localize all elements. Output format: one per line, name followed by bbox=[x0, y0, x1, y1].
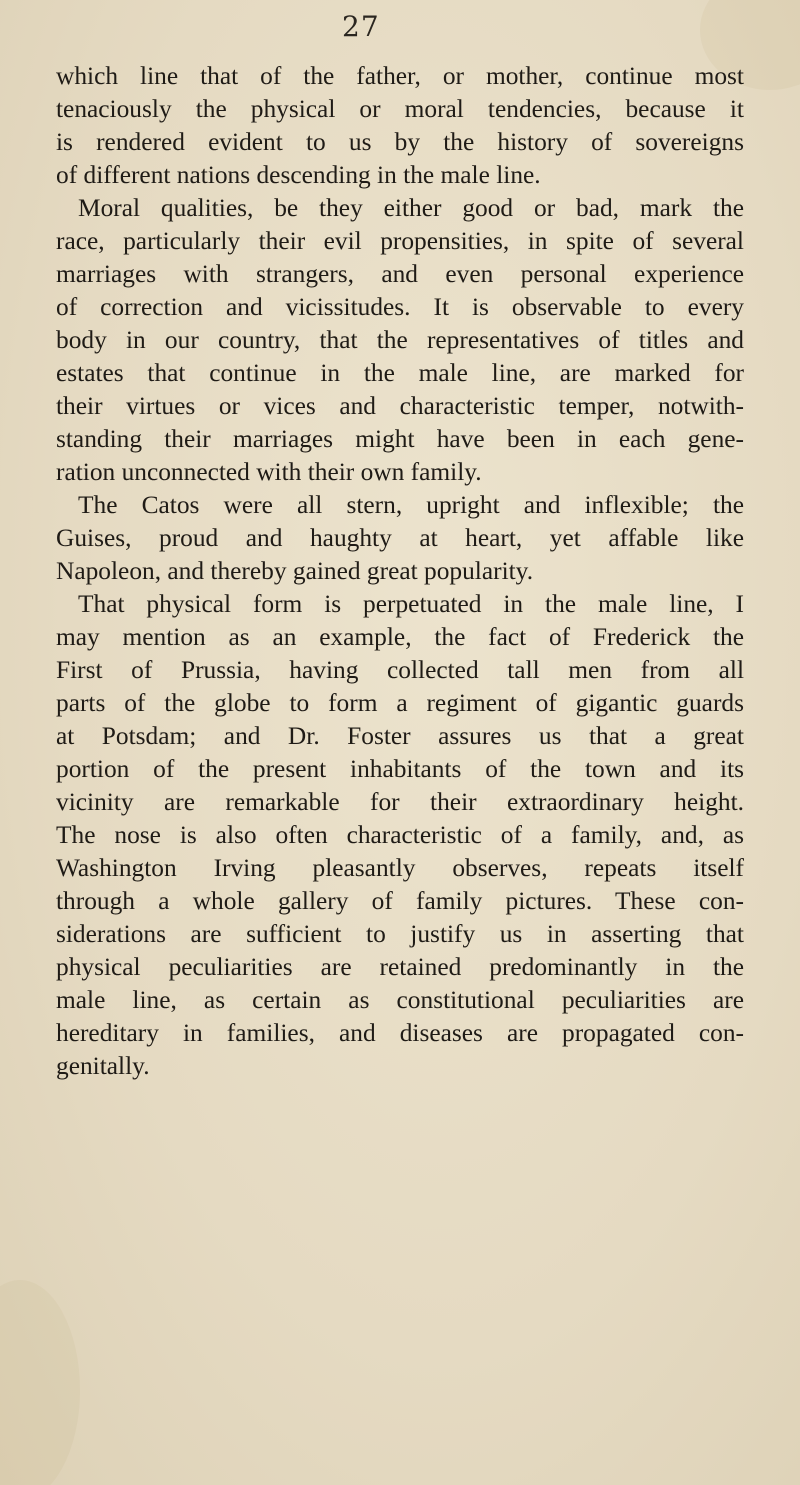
paragraph bbox=[56, 489, 744, 588]
text-line: body in our country, that the representatives of titles and bbox=[56, 326, 744, 354]
text-line: through a whole gallery of family pictures. These con- bbox=[56, 887, 744, 915]
text-line: vicinity are remarkable for their extraordinary height. bbox=[56, 788, 744, 816]
text-line: hereditary in families, and diseases are propagated con- bbox=[56, 1019, 744, 1047]
paragraph bbox=[56, 60, 744, 192]
text-line: ration unconnected with their own family. bbox=[56, 458, 482, 486]
text-line: may mention as an example, the fact of Frederick the bbox=[56, 623, 744, 651]
text-line: parts of the globe to form a regiment of gigantic guards bbox=[56, 689, 744, 717]
text-line: male line, as certain as constitutional peculiarities are bbox=[56, 986, 744, 1014]
text-line: standing their marriages might have been in each gene- bbox=[56, 425, 744, 453]
text-line: which line that of the father, or mother, continue most bbox=[56, 62, 744, 90]
text-line: estates that continue in the male line, are marked for bbox=[56, 359, 744, 387]
text-line: marriages with strangers, and even personal experience bbox=[56, 260, 744, 288]
paragraph bbox=[56, 192, 744, 489]
text-line: portion of the present inhabitants of the town and its bbox=[56, 755, 744, 783]
text-line: genitally. bbox=[56, 1052, 150, 1080]
text-line: at Potsdam; and Dr. Foster assures us that a great bbox=[56, 722, 744, 750]
paragraph bbox=[56, 588, 744, 1083]
text-line: The Catos were all stern, upright and inflexible; the bbox=[78, 491, 744, 519]
paper-stain bbox=[0, 1280, 80, 1485]
text-line: Moral qualities, be they either good or bad, mark the bbox=[78, 194, 744, 222]
body-text bbox=[56, 60, 744, 1083]
text-line: race, particularly their evil propensities, in spite of several bbox=[56, 227, 744, 255]
text-line: of correction and vicissitudes. It is observable to every bbox=[56, 293, 744, 321]
text-line: Washington Irving pleasantly observes, repeats itself bbox=[56, 854, 744, 882]
text-line: Guises, proud and haughty at heart, yet affable like bbox=[56, 524, 744, 552]
text-line: of different nations descending in the male line. bbox=[56, 161, 541, 189]
text-line: The nose is also often characteristic of a family, and, as bbox=[56, 821, 744, 849]
text-line: First of Prussia, having collected tall men from all bbox=[56, 656, 744, 684]
text-line: Napoleon, and thereby gained great popularity. bbox=[56, 557, 534, 585]
text-line: is rendered evident to us by the history of sovereigns bbox=[56, 128, 744, 156]
text-line: physical peculiarities are retained predominantly in the bbox=[56, 953, 744, 981]
text-line: That physical form is perpetuated in the male line, I bbox=[78, 590, 744, 618]
text-line: siderations are sufficient to justify us in asserting that bbox=[56, 920, 744, 948]
text-line: their virtues or vices and characteristic temper, notwith- bbox=[56, 392, 744, 420]
page-number: 27 bbox=[342, 10, 380, 43]
text-line: tenaciously the physical or moral tendencies, because it bbox=[56, 95, 744, 123]
